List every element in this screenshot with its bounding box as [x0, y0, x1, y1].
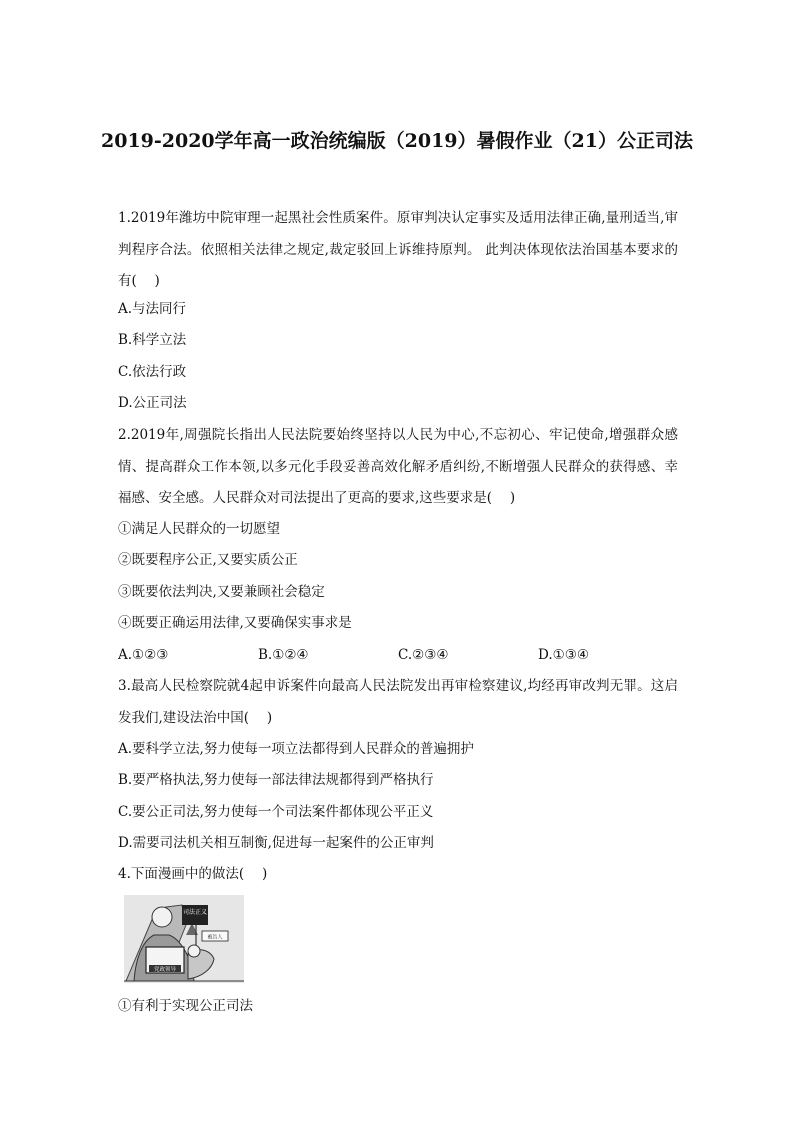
question-1-option-c: C.依法行政 [118, 364, 187, 380]
question-2-item-2: ②既要程序公正,又要实质公正 [118, 552, 298, 568]
question-1-stem: 1.2019年潍坊中院审理一起黑社会性质案件。原审判决认定事实及适用法律正确,量刑适当,审判程序合法。依照相关法律之规定,裁定驳回上诉维持原判。 此判决体现依法治国基本要求的有( ) [118, 210, 678, 289]
question-3-option-a: A.要科学立法,努力使每一项立法都得到人民群众的普遍拥护 [118, 741, 474, 757]
question-4-stem: 4.下面漫画中的做法( ) [118, 866, 268, 882]
question-3-option-d: D.需要司法机关相互制衡,促进每一起案件的公正审判 [118, 835, 434, 851]
question-2-item-1: ①满足人民群众的一切愿望 [118, 521, 280, 537]
question-3-option-b: B.要严格执法,努力使每一部法律法规都得到严格执行 [118, 772, 434, 788]
cartoon-box-label: 党政领导 [153, 967, 177, 973]
question-2-item-4: ④既要正确运用法律,又要确保实事求是 [118, 615, 352, 631]
question-2-item-3: ③既要依法判决,又要兼顾社会稳定 [118, 584, 325, 600]
question-1-option-a: A.与法同行 [118, 301, 187, 317]
cartoon-sign-text: 司法正义 [182, 909, 208, 916]
question-2-stem: 2.2019年,周强院长指出人民法院要始终坚持以人民为中心,不忘初心、牢记使命,增强群众感情、提高群众工作本领,以多元化手段妥善高效化解矛盾纠纷,不断增强人民群众的获得感、幸福感、安全感。人民群众对司法提出了更高的要求,这些要求是( ) [118, 427, 678, 506]
question-1-option-b: B.科学立法 [118, 332, 187, 348]
cartoon-tag-text: 被告人 [207, 934, 223, 941]
question-3-stem: 3.最高人民检察院就4起申诉案件向最高人民法院发出再审检察建议,均经再审改判无罪。这启发我们,建设法治中国( ) [118, 678, 678, 726]
question-2-option-a: A.①②③ [118, 647, 169, 663]
question-1-option-d: D.公正司法 [118, 395, 187, 411]
page-title: 2019-2020学年高一政治统编版（2019）暑假作业（21）公正司法 [101, 130, 693, 152]
question-4-item-1: ①有利于实现公正司法 [118, 998, 253, 1014]
cartoon-image [124, 895, 244, 983]
question-2-option-d: D.①③④ [538, 647, 589, 663]
question-2-options [118, 640, 678, 672]
question-3-option-c: C.要公正司法,努力使每一个司法案件都体现公平正义 [118, 804, 434, 820]
question-2-option-c: C.②③④ [398, 647, 449, 663]
question-2-option-b: B.①②④ [258, 647, 309, 663]
